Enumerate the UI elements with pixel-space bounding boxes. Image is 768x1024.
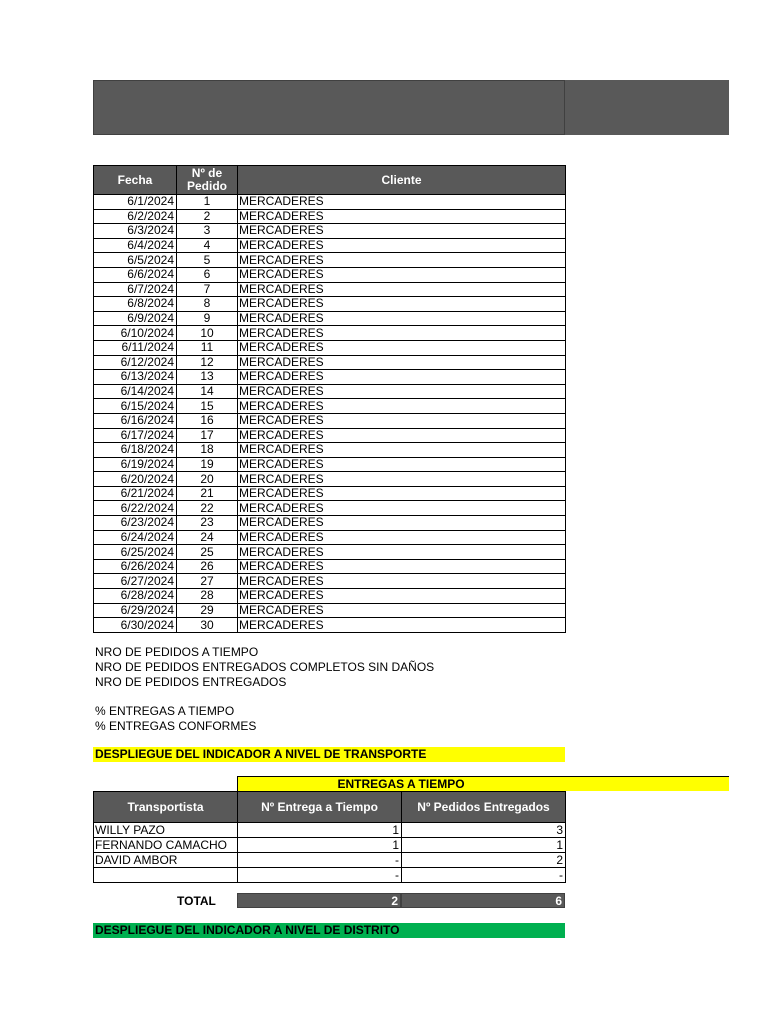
- cell-cliente: MERCADERES: [238, 559, 566, 574]
- cell-pedido: 2: [177, 209, 238, 224]
- cell-cliente: MERCADERES: [238, 486, 566, 501]
- table-row: [94, 589, 566, 604]
- cell-cliente: MERCADERES: [238, 355, 566, 370]
- cell-pedidos-entregados: 2: [402, 853, 566, 868]
- cell-cliente: MERCADERES: [238, 370, 566, 385]
- cell-cliente: MERCADERES: [238, 501, 566, 516]
- label-pedidos-entregados: NRO DE PEDIDOS ENTREGADOS: [95, 675, 287, 689]
- cell-fecha: 6/10/2024: [94, 326, 177, 341]
- table-row: [94, 326, 566, 341]
- cell-transportista: FERNANDO CAMACHO: [94, 838, 238, 853]
- cell-fecha: 6/5/2024: [94, 253, 177, 268]
- table-row: [94, 501, 566, 516]
- cell-entrega-a-tiempo: -: [238, 853, 402, 868]
- cell-entrega-a-tiempo: 1: [238, 823, 402, 838]
- cell-pedidos-entregados: -: [402, 868, 566, 883]
- cell-fecha: 6/30/2024: [94, 618, 177, 633]
- cell-cliente: MERCADERES: [238, 516, 566, 531]
- cell-pedido: 8: [177, 297, 238, 312]
- table-row: [94, 530, 566, 545]
- total-label: TOTAL: [177, 894, 216, 908]
- cell-cliente: MERCADERES: [238, 574, 566, 589]
- table-row: [94, 370, 566, 385]
- cell-pedido: 26: [177, 559, 238, 574]
- table-row: [94, 823, 566, 838]
- cell-fecha: 6/6/2024: [94, 267, 177, 282]
- cell-entrega-a-tiempo: -: [238, 868, 402, 883]
- cell-pedido: 9: [177, 311, 238, 326]
- cell-pedido: 24: [177, 530, 238, 545]
- cell-pedido: 21: [177, 486, 238, 501]
- orders-table: [93, 165, 566, 633]
- cell-pedido: 28: [177, 589, 238, 604]
- cell-fecha: 6/11/2024: [94, 340, 177, 355]
- table-row: [94, 486, 566, 501]
- cell-cliente: MERCADERES: [238, 311, 566, 326]
- table-row: [94, 516, 566, 531]
- table-row: [94, 399, 566, 414]
- table-row: [94, 443, 566, 458]
- cell-pedido: 1: [177, 195, 238, 210]
- transport-header-row: [94, 792, 566, 823]
- cell-pedido: 17: [177, 428, 238, 443]
- section-title-transporte: DESPLIEGUE DEL INDICADOR A NIVEL DE TRANSPORTE: [93, 747, 565, 762]
- cell-fecha: 6/15/2024: [94, 399, 177, 414]
- cell-pedido: 22: [177, 501, 238, 516]
- cell-fecha: 6/25/2024: [94, 545, 177, 560]
- cell-fecha: 6/20/2024: [94, 472, 177, 487]
- cell-fecha: 6/9/2024: [94, 311, 177, 326]
- transport-body: [94, 823, 566, 883]
- table-row: [94, 559, 566, 574]
- cell-transportista: [94, 868, 238, 883]
- entregas-a-tiempo-label: ENTREGAS A TIEMPO: [337, 777, 465, 791]
- cell-pedido: 5: [177, 253, 238, 268]
- header-pedido: Nº de Pedido: [177, 166, 238, 195]
- cell-pedido: 20: [177, 472, 238, 487]
- cell-pedido: 10: [177, 326, 238, 341]
- header-entrega-a-tiempo: Nº Entrega a Tiempo: [238, 792, 402, 823]
- cell-transportista: DAVID AMBOR: [94, 853, 238, 868]
- cell-pedido: 30: [177, 618, 238, 633]
- cell-cliente: MERCADERES: [238, 530, 566, 545]
- cell-transportista: WILLY PAZO: [94, 823, 238, 838]
- cell-pedido: 18: [177, 443, 238, 458]
- table-row: [94, 472, 566, 487]
- cell-entrega-a-tiempo: 1: [238, 838, 402, 853]
- cell-pedidos-entregados: 1: [402, 838, 566, 853]
- cell-cliente: MERCADERES: [238, 267, 566, 282]
- cell-cliente: MERCADERES: [238, 209, 566, 224]
- cell-pedido: 6: [177, 267, 238, 282]
- cell-fecha: 6/29/2024: [94, 603, 177, 618]
- cell-cliente: MERCADERES: [238, 603, 566, 618]
- table-row: [94, 603, 566, 618]
- cell-pedido: 23: [177, 516, 238, 531]
- cell-fecha: 6/19/2024: [94, 457, 177, 472]
- cell-fecha: 6/2/2024: [94, 209, 177, 224]
- cell-pedido: 13: [177, 370, 238, 385]
- cell-cliente: MERCADERES: [238, 443, 566, 458]
- table-row: [94, 838, 566, 853]
- cell-fecha: 6/14/2024: [94, 384, 177, 399]
- cell-cliente: MERCADERES: [238, 428, 566, 443]
- cell-cliente: MERCADERES: [238, 384, 566, 399]
- cell-cliente: MERCADERES: [238, 195, 566, 210]
- table-row: [94, 297, 566, 312]
- cell-pedido: 25: [177, 545, 238, 560]
- cell-pedido: 4: [177, 238, 238, 253]
- cell-pedido: 16: [177, 413, 238, 428]
- table-row: [94, 428, 566, 443]
- title-bar: [93, 80, 565, 135]
- cell-cliente: MERCADERES: [238, 589, 566, 604]
- table-row: [94, 224, 566, 239]
- cell-fecha: 6/13/2024: [94, 370, 177, 385]
- cell-cliente: MERCADERES: [238, 618, 566, 633]
- section-title-distrito: DESPLIEGUE DEL INDICADOR A NIVEL DE DISTRITO: [93, 923, 565, 938]
- cell-pedido: 15: [177, 399, 238, 414]
- cell-fecha: 6/26/2024: [94, 559, 177, 574]
- title-bar-extension: [565, 80, 729, 135]
- transport-table: [93, 791, 566, 883]
- cell-fecha: 6/12/2024: [94, 355, 177, 370]
- table-row: [94, 545, 566, 560]
- table-row: [94, 618, 566, 633]
- cell-cliente: MERCADERES: [238, 413, 566, 428]
- cell-cliente: MERCADERES: [238, 224, 566, 239]
- cell-cliente: MERCADERES: [238, 297, 566, 312]
- table-row: [94, 457, 566, 472]
- table-row: [94, 413, 566, 428]
- cell-pedido: 14: [177, 384, 238, 399]
- table-row: [94, 267, 566, 282]
- cell-fecha: 6/23/2024: [94, 516, 177, 531]
- total-pedidos-entregados: 6: [401, 893, 565, 908]
- cell-fecha: 6/1/2024: [94, 195, 177, 210]
- table-row: [94, 355, 566, 370]
- cell-fecha: 6/8/2024: [94, 297, 177, 312]
- cell-cliente: MERCADERES: [238, 399, 566, 414]
- table-row: [94, 853, 566, 868]
- orders-header-row: [94, 166, 566, 195]
- cell-fecha: 6/21/2024: [94, 486, 177, 501]
- cell-pedido: 27: [177, 574, 238, 589]
- label-pedidos-completos: NRO DE PEDIDOS ENTREGADOS COMPLETOS SIN DAÑOS: [95, 660, 435, 674]
- header-cliente: Cliente: [238, 166, 566, 195]
- cell-fecha: 6/3/2024: [94, 224, 177, 239]
- header-transportista: Transportista: [94, 792, 238, 823]
- cell-fecha: 6/27/2024: [94, 574, 177, 589]
- cell-fecha: 6/22/2024: [94, 501, 177, 516]
- table-row: [94, 340, 566, 355]
- label-pct-entregas-conformes: % ENTREGAS CONFORMES: [95, 719, 257, 733]
- table-row: [94, 311, 566, 326]
- label-pedidos-a-tiempo: NRO DE PEDIDOS A TIEMPO: [95, 645, 259, 659]
- cell-fecha: 6/7/2024: [94, 282, 177, 297]
- cell-cliente: MERCADERES: [238, 457, 566, 472]
- header-fecha: Fecha: [94, 166, 177, 195]
- total-entrega-a-tiempo: 2: [237, 893, 401, 908]
- cell-pedido: 19: [177, 457, 238, 472]
- cell-pedido: 3: [177, 224, 238, 239]
- orders-body: [94, 195, 566, 633]
- cell-fecha: 6/18/2024: [94, 443, 177, 458]
- cell-cliente: MERCADERES: [238, 340, 566, 355]
- table-row: [94, 253, 566, 268]
- table-row: [94, 868, 566, 883]
- cell-pedido: 12: [177, 355, 238, 370]
- cell-fecha: 6/17/2024: [94, 428, 177, 443]
- cell-cliente: MERCADERES: [238, 545, 566, 560]
- cell-pedidos-entregados: 3: [402, 823, 566, 838]
- table-row: [94, 384, 566, 399]
- table-row: [94, 209, 566, 224]
- table-row: [94, 238, 566, 253]
- header-pedidos-entregados: Nº Pedidos Entregados: [402, 792, 566, 823]
- cell-cliente: MERCADERES: [238, 253, 566, 268]
- cell-fecha: 6/4/2024: [94, 238, 177, 253]
- cell-cliente: MERCADERES: [238, 238, 566, 253]
- cell-pedido: 7: [177, 282, 238, 297]
- cell-cliente: MERCADERES: [238, 472, 566, 487]
- table-row: [94, 195, 566, 210]
- label-pct-entregas-tiempo: % ENTREGAS A TIEMPO: [95, 704, 235, 718]
- cell-cliente: MERCADERES: [238, 282, 566, 297]
- cell-pedido: 11: [177, 340, 238, 355]
- cell-cliente: MERCADERES: [238, 326, 566, 341]
- cell-fecha: 6/24/2024: [94, 530, 177, 545]
- cell-fecha: 6/28/2024: [94, 589, 177, 604]
- cell-pedido: 29: [177, 603, 238, 618]
- cell-fecha: 6/16/2024: [94, 413, 177, 428]
- table-row: [94, 574, 566, 589]
- table-row: [94, 282, 566, 297]
